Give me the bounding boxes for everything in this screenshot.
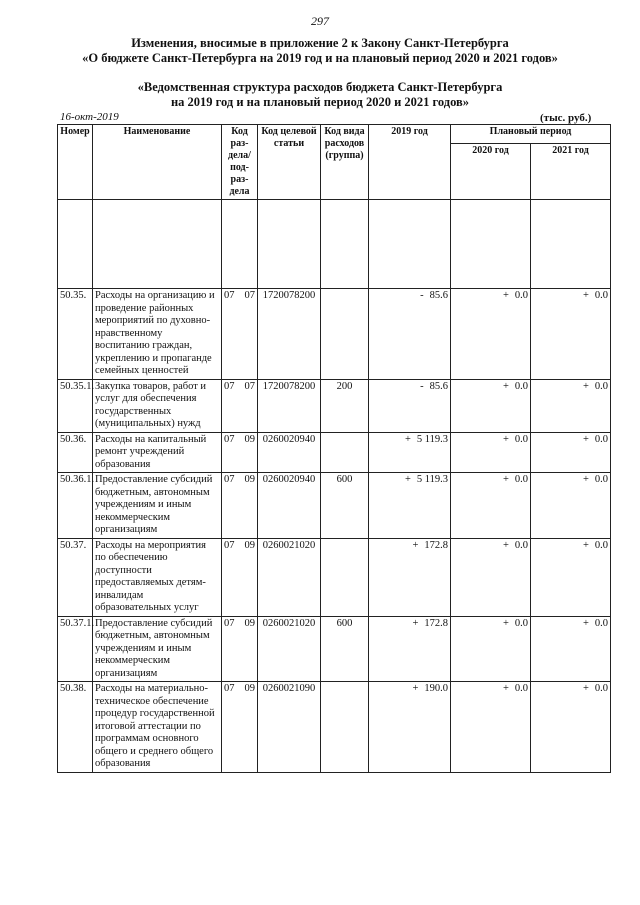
- podrazdel-code: 09: [244, 683, 255, 694]
- sign-2020: +: [502, 433, 509, 445]
- row-type-code: [321, 538, 369, 616]
- table-row: [58, 682, 611, 773]
- col-name-header: Наименование: [93, 125, 222, 200]
- value-2019: 5 119.3: [416, 474, 448, 485]
- row-name: Расходы на организацию и проведение районных мероприятий по духовно-нравственному воспитанию граждан, укреплению и пропаганде семейных ценностей: [93, 289, 222, 380]
- row-2020-value: [451, 379, 531, 432]
- row-target-code: 0260021020: [258, 616, 321, 682]
- sign-2021: +: [582, 290, 589, 301]
- sign-2021: +: [582, 539, 589, 551]
- row-2021-value: [531, 682, 611, 773]
- sign-2020: +: [502, 290, 509, 301]
- sign-2020: +: [502, 474, 509, 485]
- document-title: [0, 36, 640, 66]
- row-2021-value: [531, 538, 611, 616]
- row-section-code: [222, 616, 258, 682]
- row-2019-value: [369, 682, 451, 773]
- table-row: [58, 473, 611, 539]
- podrazdel-code: 07: [244, 380, 255, 392]
- sign-2021: +: [582, 617, 589, 629]
- expenditure-table: [57, 124, 611, 773]
- row-type-code: 600: [321, 616, 369, 682]
- sign-2019: +: [412, 683, 419, 694]
- value-2019: 5 119.3: [416, 433, 448, 445]
- row-number: 50.38.: [58, 682, 93, 773]
- units-label: (тыс. руб.): [540, 112, 592, 124]
- razdel-code: 07: [224, 290, 235, 301]
- value-2021: 0.0: [594, 380, 609, 392]
- sign-2021: +: [582, 433, 589, 445]
- value-2019: 85.6: [429, 380, 448, 392]
- value-2019: 85.6: [429, 290, 448, 301]
- value-2020: 0.0: [514, 380, 528, 392]
- row-section-code: [222, 473, 258, 539]
- row-name: Расходы на капитальный ремонт учреждений образования: [93, 432, 222, 473]
- value-2021: 0.0: [594, 683, 609, 694]
- header-spacer-row: [58, 200, 611, 289]
- sign-2020: +: [502, 683, 509, 694]
- row-2020-value: [451, 616, 531, 682]
- row-number: 50.35.1.: [58, 379, 93, 432]
- razdel-code: 07: [224, 539, 235, 551]
- row-2020-value: [451, 432, 531, 473]
- sign-2019: +: [412, 539, 419, 551]
- row-section-code: [222, 682, 258, 773]
- value-2019: 172.8: [424, 539, 448, 551]
- col-target-header: Код целевой статьи: [258, 125, 321, 200]
- sign-2019: +: [412, 617, 419, 629]
- row-2019-value: [369, 616, 451, 682]
- row-target-code: 1720078200: [258, 379, 321, 432]
- sign-2019: -: [420, 380, 424, 392]
- table-row: [58, 538, 611, 616]
- appendix-title: [0, 80, 640, 110]
- value-2021: 0.0: [594, 433, 609, 445]
- sign-2019: +: [404, 433, 411, 445]
- row-2021-value: [531, 432, 611, 473]
- podrazdel-code: 09: [244, 617, 255, 629]
- col-2019-header: 2019 год: [369, 125, 451, 200]
- row-2020-value: [451, 289, 531, 380]
- page-number: 297: [311, 14, 329, 28]
- podrazdel-code: 09: [244, 474, 255, 485]
- row-section-code: [222, 379, 258, 432]
- value-2021: 0.0: [594, 290, 609, 301]
- razdel-code: 07: [224, 683, 235, 694]
- row-target-code: 0260020940: [258, 473, 321, 539]
- row-target-code: 1720078200: [258, 289, 321, 380]
- row-type-code: [321, 682, 369, 773]
- row-2020-value: [451, 682, 531, 773]
- col-planned-header: Плановый период: [451, 125, 611, 144]
- value-2020: 0.0: [514, 539, 528, 551]
- row-2020-value: [451, 473, 531, 539]
- sign-2021: +: [582, 380, 589, 392]
- col-number-header: Номер: [58, 125, 93, 200]
- row-2019-value: [369, 289, 451, 380]
- row-2020-value: [451, 538, 531, 616]
- row-type-code: 600: [321, 473, 369, 539]
- row-target-code: 0260021090: [258, 682, 321, 773]
- razdel-code: 07: [224, 617, 235, 629]
- sign-2019: +: [404, 474, 411, 485]
- row-number: 50.36.1.: [58, 473, 93, 539]
- row-target-code: 0260021020: [258, 538, 321, 616]
- value-2020: 0.0: [514, 617, 528, 629]
- row-section-code: [222, 289, 258, 380]
- col-type-header: Код вида расходов (группа): [321, 125, 369, 200]
- row-name: Расходы на мероприятия по обеспечению доступности предоставляемых детям-инвалидам образовательных услуг: [93, 538, 222, 616]
- row-name: Предоставление субсидий бюджетным, автономным учреждениям и иным некоммерческим организациям: [93, 616, 222, 682]
- row-target-code: 0260020940: [258, 432, 321, 473]
- row-type-code: [321, 432, 369, 473]
- row-2019-value: [369, 432, 451, 473]
- row-2019-value: [369, 473, 451, 539]
- razdel-code: 07: [224, 380, 235, 392]
- row-2019-value: [369, 538, 451, 616]
- row-2019-value: [369, 379, 451, 432]
- value-2020: 0.0: [514, 683, 528, 694]
- title-line-1: Изменения, вносимые в приложение 2 к Закону Санкт-Петербурга: [131, 36, 509, 50]
- row-number: 50.35.: [58, 289, 93, 380]
- col-section-header: Код раз-дела/ под-раз-дела: [222, 125, 258, 200]
- value-2021: 0.0: [594, 617, 609, 629]
- sign-2020: +: [502, 617, 509, 629]
- col-2021-header: 2021 год: [531, 144, 611, 200]
- value-2020: 0.0: [514, 290, 528, 301]
- document-date: 16-окт-2019: [60, 111, 119, 123]
- podrazdel-code: 09: [244, 433, 255, 445]
- row-name: Предоставление субсидий бюджетным, автономным учреждениям и иным некоммерческим организациям: [93, 473, 222, 539]
- row-number: 50.37.: [58, 538, 93, 616]
- header-row-1: [58, 125, 611, 144]
- row-number: 50.36.: [58, 432, 93, 473]
- row-section-code: [222, 538, 258, 616]
- row-2021-value: [531, 473, 611, 539]
- sign-2020: +: [502, 539, 509, 551]
- row-name: Закупка товаров, работ и услуг для обеспечения государственных (муниципальных) нужд: [93, 379, 222, 432]
- razdel-code: 07: [224, 474, 235, 485]
- sign-2019: -: [420, 290, 424, 301]
- value-2021: 0.0: [594, 539, 609, 551]
- table-row: [58, 289, 611, 380]
- row-name: Расходы на материально-техническое обеспечение процедур государственной итоговой аттестации по программам основного общего и среднего общего образования: [93, 682, 222, 773]
- value-2021: 0.0: [594, 474, 609, 485]
- table-row: [58, 432, 611, 473]
- title-line-3: «Ведомственная структура расходов бюджета Санкт-Петербурга: [137, 80, 503, 94]
- value-2019: 172.8: [424, 617, 448, 629]
- podrazdel-code: 07: [244, 290, 255, 301]
- col-2020-header: 2020 год: [451, 144, 531, 200]
- row-2021-value: [531, 379, 611, 432]
- sign-2021: +: [582, 683, 589, 694]
- value-2019: 190.0: [424, 683, 448, 694]
- sign-2020: +: [502, 380, 509, 392]
- row-number: 50.37.1.: [58, 616, 93, 682]
- table-row: [58, 616, 611, 682]
- row-type-code: [321, 289, 369, 380]
- title-line-4: на 2019 год и на плановый период 2020 и 2021 годов»: [170, 95, 470, 109]
- row-2021-value: [531, 289, 611, 380]
- row-section-code: [222, 432, 258, 473]
- value-2020: 0.0: [514, 474, 528, 485]
- value-2020: 0.0: [514, 433, 528, 445]
- sign-2021: +: [582, 474, 589, 485]
- razdel-code: 07: [224, 433, 235, 445]
- row-type-code: 200: [321, 379, 369, 432]
- podrazdel-code: 09: [244, 539, 255, 551]
- row-2021-value: [531, 616, 611, 682]
- title-line-2: «О бюджете Санкт-Петербурга на 2019 год и на плановый период 2020 и 2021 годов»: [82, 51, 558, 65]
- table-row: [58, 379, 611, 432]
